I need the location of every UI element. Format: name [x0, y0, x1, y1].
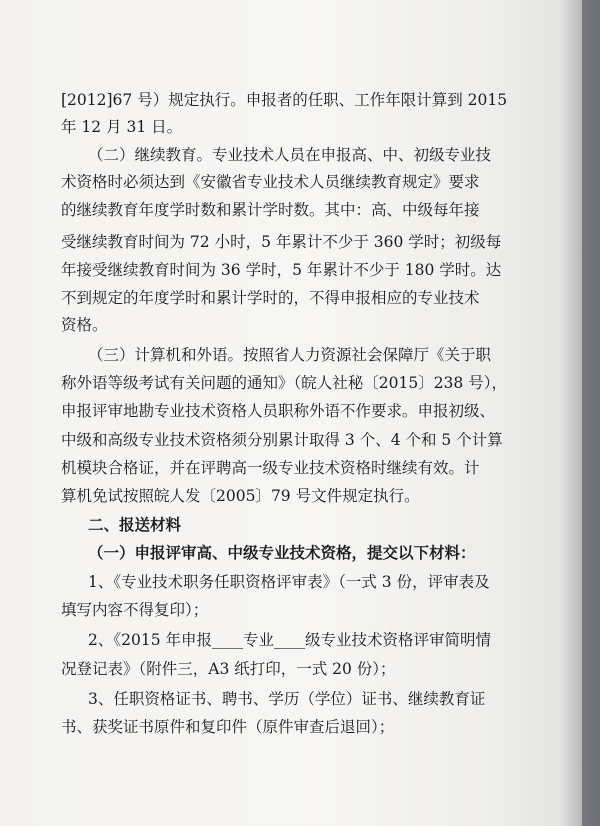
text-line: 3、任职资格证书、聘书、学历（学位）证书、继续教育证	[88, 690, 486, 708]
text-line: 机模块合格证，并在评聘高一级专业技术资格时继续有效。计	[61, 459, 480, 477]
text-line: 况登记表》（附件三，A3 纸打印，一式 20 份）；	[61, 660, 396, 678]
text-line: 年接受继续教育时间为 36 学时，5 年累计不少于 180 学时。达	[61, 261, 502, 279]
text-line: 2、《2015 年申报____专业____级专业技术资格评审简明情	[88, 631, 491, 649]
text-line: 不到规定的年度学时和累计学时的，不得申报相应的专业技术	[61, 289, 480, 307]
text-line: 称外语等级考试有关问题的通知》（皖人社秘〔2015〕238 号），	[61, 374, 507, 392]
text-line: 的继续教育年度学时数和累计学时数。其中：高、中级每年接	[61, 201, 480, 219]
text-line: 填写内容不得复印）；	[61, 601, 209, 619]
scan-edge-shadow	[560, 0, 600, 826]
text-line: （三）计算机和外语。按照省人力资源社会保障厅《关于职	[88, 346, 492, 364]
text-line: [2012]67 号）规定执行。申报者的任职、工作年限计算到 2015	[61, 91, 508, 109]
text-line: （二）继续教育。专业技术人员在申报高、中、初级专业技	[88, 146, 492, 164]
text-line: 中级和高级专业技术资格须分别累计取得 3 个、4 个和 5 个计算	[61, 431, 503, 449]
section-heading: 二、报送材料	[88, 515, 182, 534]
text-line: 算机免试按照皖人发〔2005〕79 号文件规定执行。	[61, 487, 420, 505]
text-line: 申报评审地勘专业技术资格人员职称外语不作要求。申报初级、	[61, 402, 496, 420]
text-line: 书、获奖证书原件和复印件（原件审查后退回）；	[61, 718, 395, 736]
text-line: 资格。	[61, 316, 108, 334]
bleed-through-text	[150, 6, 410, 66]
text-line: 术资格时必须达到《安徽省专业技术人员继续教育规定》要求	[61, 173, 480, 191]
subsection-heading: （一）申报评审高、中级专业技术资格，提交以下材料：	[88, 543, 476, 562]
text-line: 年 12 月 31 日。	[61, 118, 183, 136]
text-line: 受继续教育时间为 72 小时，5 年累计不少于 360 学时；初级每	[61, 233, 502, 251]
text-line: 1、《专业技术职务任职资格评审表》（一式 3 份，评审表及	[88, 573, 490, 591]
